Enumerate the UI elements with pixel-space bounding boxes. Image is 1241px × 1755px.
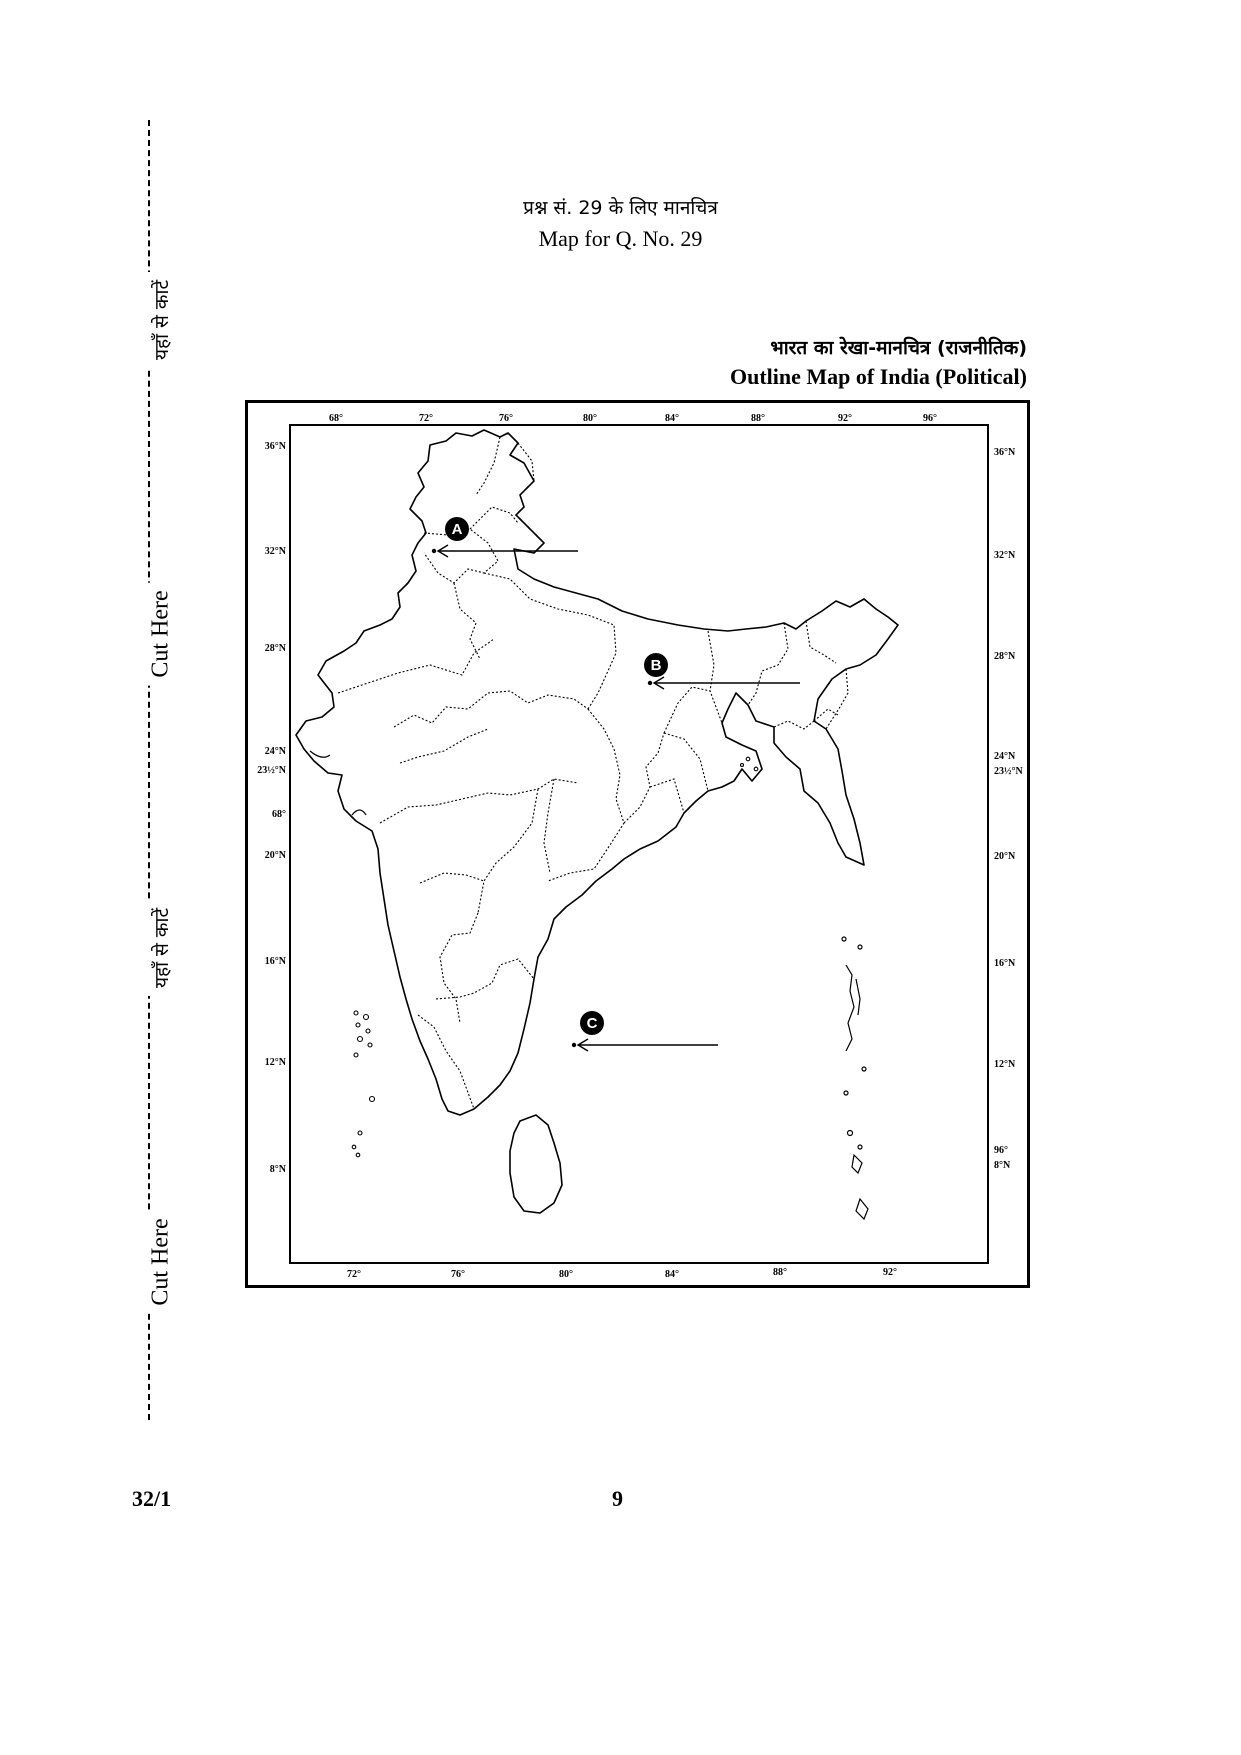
sri-lanka: [510, 1115, 562, 1213]
bottom-lon-label-1: 76°: [451, 1269, 465, 1280]
left-lat-label-4: 23½°N: [257, 765, 286, 776]
marker-c: [572, 1011, 718, 1051]
top-lon-label-4: 84°: [665, 413, 679, 424]
paper-code: 32/1: [132, 1486, 172, 1511]
marker-c-label: C: [586, 1015, 598, 1032]
heading-english: Map for Q. No. 29: [538, 226, 703, 251]
andaman-nicobar-islands: [842, 937, 868, 1219]
page-number: 9: [612, 1486, 623, 1511]
right-lat-label-8: 96°: [994, 1145, 1008, 1156]
left-lat-label-6: 20°N: [264, 850, 286, 861]
top-lon-label-7: 96°: [923, 413, 937, 424]
right-lat-label-1: 32°N: [994, 550, 1016, 561]
bottom-lon-label-4: 88°: [773, 1267, 787, 1278]
left-lat-label-3: 24°N: [264, 746, 286, 757]
right-lat-label-9: 8°N: [994, 1160, 1011, 1171]
heading-hindi: प्रश्न सं. 29 के लिए मानचित्र: [523, 197, 718, 219]
cut-label-hindi-top: यहाँ से काटें: [148, 272, 174, 368]
top-lon-label-3: 80°: [583, 413, 597, 424]
marker-a: [432, 517, 578, 557]
left-lat-label-7: 16°N: [264, 956, 286, 967]
left-lat-label-0: 36°N: [264, 441, 286, 452]
marker-b-label: B: [650, 657, 662, 674]
top-lon-label-0: 68°: [329, 413, 343, 424]
bottom-lon-label-2: 80°: [559, 1269, 573, 1280]
map-title-english: Outline Map of India (Political): [730, 364, 1027, 389]
top-lon-label-6: 92°: [838, 413, 852, 424]
map-frame: [245, 400, 1030, 1288]
left-lat-label-5: 68°: [272, 809, 286, 820]
right-lat-label-7: 12°N: [994, 1059, 1016, 1070]
top-lon-label-5: 88°: [751, 413, 765, 424]
india-outline-map: [248, 403, 1033, 1291]
right-lat-label-3: 24°N: [994, 751, 1016, 762]
left-lat-label-8: 12°N: [264, 1057, 286, 1068]
marker-b: [644, 653, 800, 689]
left-lat-label-2: 28°N: [264, 643, 286, 654]
left-lat-label-9: 8°N: [269, 1164, 286, 1175]
right-lat-label-5: 20°N: [994, 851, 1016, 862]
cut-label-english-top: Cut Here: [148, 582, 175, 685]
bottom-lon-label-3: 84°: [665, 1269, 679, 1280]
top-lon-label-1: 72°: [419, 413, 433, 424]
right-lat-label-6: 16°N: [994, 958, 1016, 969]
lakshadweep-islands: [352, 1011, 374, 1157]
right-lat-label-2: 28°N: [994, 651, 1016, 662]
cut-label-english-bottom: Cut Here: [148, 1210, 175, 1313]
top-lon-label-2: 76°: [499, 413, 513, 424]
right-lat-label-4: 23½°N: [994, 766, 1023, 777]
left-lat-label-1: 32°N: [264, 546, 286, 557]
map-title-hindi: भारत का रेखा-मानचित्र (राजनीतिक): [770, 337, 1027, 359]
bottom-lon-label-5: 92°: [883, 1267, 897, 1278]
bottom-lon-label-0: 72°: [347, 1269, 361, 1280]
right-lat-label-0: 36°N: [994, 447, 1016, 458]
cut-label-hindi-bottom: यहाँ से काटें: [148, 900, 174, 996]
marker-a-label: A: [451, 521, 463, 538]
